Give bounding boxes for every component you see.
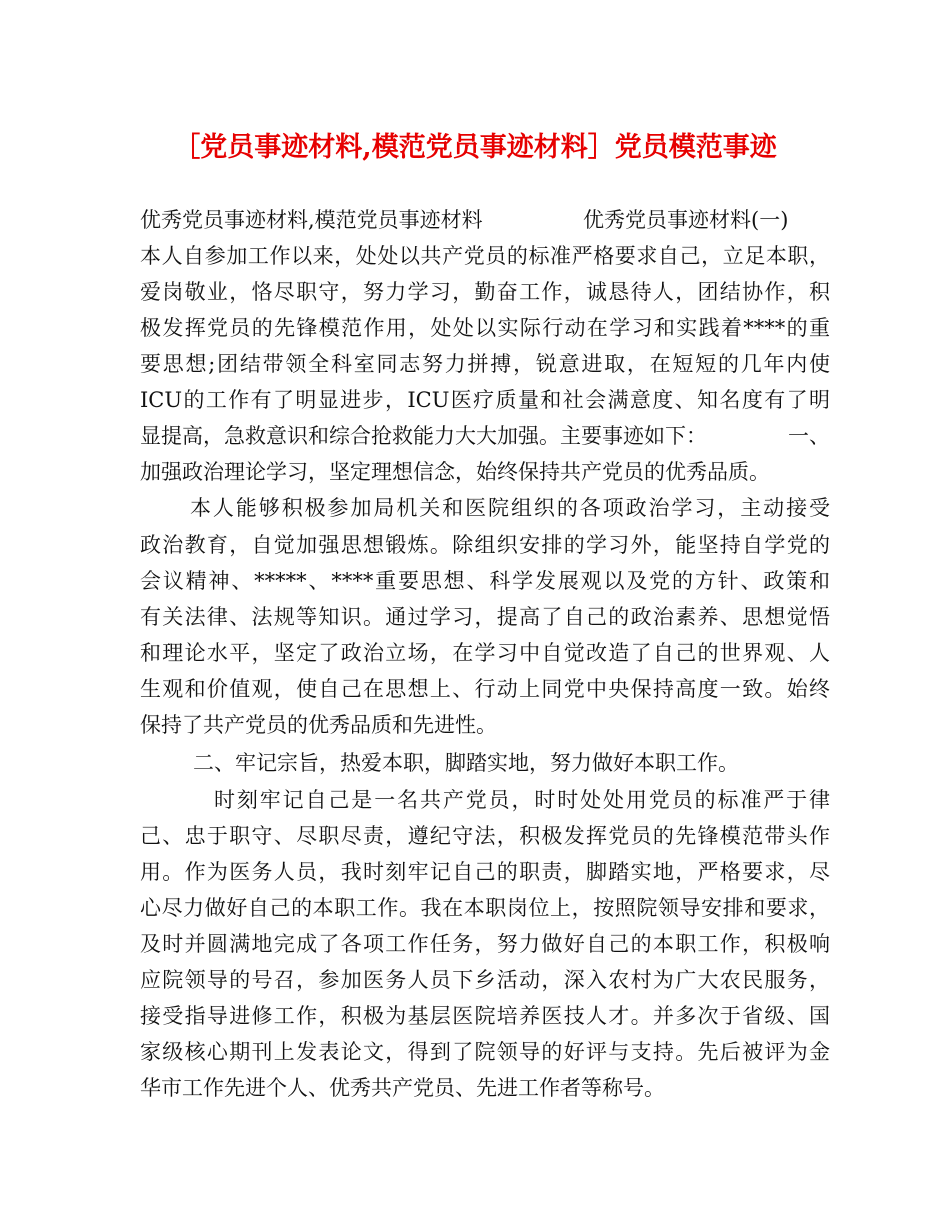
section-heading-line: 加强政治理论学习，坚定理想信念，始终保持共产党员的优秀品质。 [140, 460, 770, 484]
paragraph-line: 要思想;团结带领全科室同志努力拼搏，锐意进取，在短短的几年内使 [140, 352, 830, 376]
paragraph-line: 生观和价值观，使自己在思想上、行动上同党中央保持高度一致。始终 [140, 677, 830, 701]
intro-line [140, 205, 830, 235]
paragraph-line: 时刻牢记自己是一名共产党员，时时处处用党员的标准严于律 [214, 788, 830, 812]
paragraph-line: 爱岗敬业，恪尽职守，努力学习，勤奋工作，诚恳待人，团结协作，积 [140, 280, 830, 304]
intro-left-text: 优秀党员事迹材料,模范党员事迹材料 [140, 208, 483, 232]
paragraph-line: 用。作为医务人员，我时刻牢记自己的职责，脚踏实地，严格要求，尽 [140, 860, 830, 884]
paragraph-line: 及时并圆满地完成了各项工作任务，努力做好自己的本职工作，积极响 [140, 932, 830, 956]
paragraph-line: 和理论水平，坚定了政治立场，在学习中自觉改造了自己的世界观、人 [140, 641, 830, 665]
intro-right-text: 优秀党员事迹材料(一) [583, 208, 789, 232]
paragraph-line: 家级核心期刊上发表论文，得到了院领导的好评与支持。先后被评为金 [140, 1040, 830, 1064]
paragraph-line: 政治教育，自觉加强思想锻炼。除组织安排的学习外，能坚持自学党的 [140, 533, 830, 557]
paragraph-line: ICU的工作有了明显进步，ICU医疗质量和社会满意度、知名度有了明 [140, 388, 830, 412]
paragraph-line: 己、忠于职守、尽职尽责，遵纪守法，积极发挥党员的先锋模范带头作 [140, 824, 830, 848]
paragraph-line: 本人自参加工作以来，处处以共产党员的标准严格要求自己，立足本职， [140, 244, 830, 268]
paragraph-line: 本人能够积极参加局机关和医院组织的各项政治学习，主动接受 [190, 496, 830, 520]
paragraph-line: 极发挥党员的先锋模范作用，处处以实际行动在学习和实践着****的重 [140, 316, 830, 340]
section1-end-right-text: 一、 [788, 424, 830, 448]
paragraph-line: 保持了共产党员的优秀品质和先进性。 [140, 713, 497, 737]
paragraph-line: 有关法律、法规等知识。通过学习，提高了自己的政治素养、思想觉悟 [140, 605, 830, 629]
paragraph-line: 华市工作先进个人、优秀共产党员、先进工作者等称号。 [140, 1076, 665, 1100]
paragraph-line: 会议精神、*****、****重要思想、科学发展观以及党的方针、政策和 [140, 569, 830, 593]
paragraph-line: 应院领导的号召，参加医务人员下乡活动，深入农村为广大农民服务， [140, 968, 830, 992]
paragraph-line: 接受指导进修工作，积极为基层医院培养医技人才。并多次于省级、国 [140, 1004, 830, 1028]
document-title: ［党员事迹材料,模范党员事迹材料］党员模范事迹 [173, 132, 777, 163]
section1-end-left-text: 显提高，急救意识和综合抢救能力大大加强。主要事迹如下： [140, 424, 707, 448]
section-heading-line: 二、牢记宗旨，热爱本职，脚踏实地，努力做好本职工作。 [193, 751, 739, 775]
section1-end-line [140, 421, 830, 451]
paragraph-line: 心尽力做好自己的本职工作。我在本职岗位上，按照院领导安排和要求， [140, 896, 830, 920]
